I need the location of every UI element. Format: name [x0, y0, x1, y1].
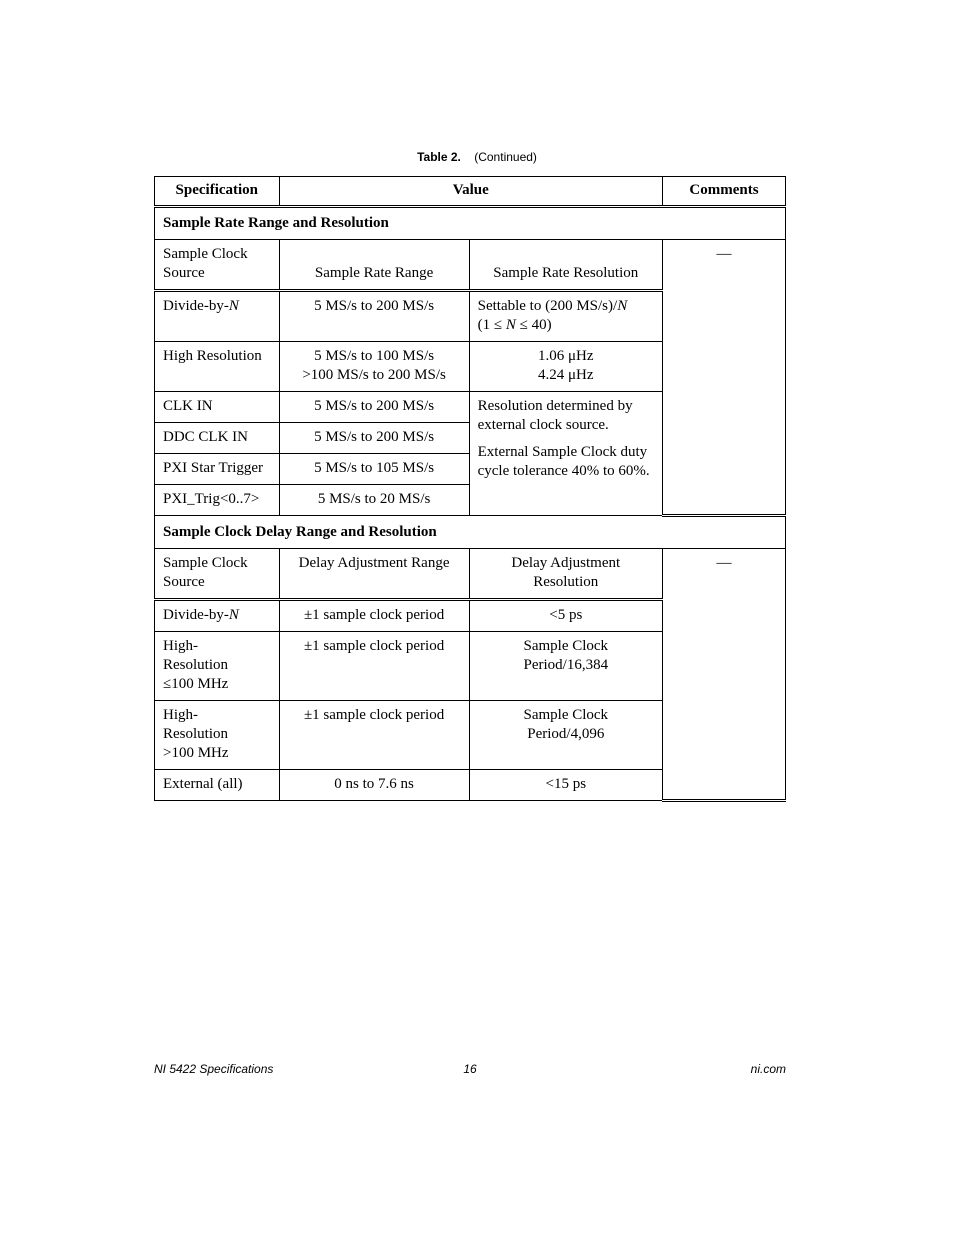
subheader-row: [155, 240, 786, 291]
resolution-cell: <5 ps: [469, 600, 662, 632]
range-line: 5 MS/s to 100 MS/s: [314, 348, 435, 364]
subheader-source: Sample Clock Source: [155, 549, 280, 600]
caption-text: (Continued): [474, 150, 537, 164]
source-cell: External (all): [155, 770, 280, 801]
subheader-resolution: Sample Rate Resolution: [469, 240, 662, 291]
source-text: Divide-by-: [163, 607, 229, 623]
resolution-line: Period/4,096: [527, 726, 605, 742]
source-variable: N: [228, 607, 239, 623]
footer-doc-title: NI 5422 Specifications: [154, 1062, 274, 1076]
subheader-source: Sample Clock Source: [155, 240, 280, 291]
resolution-cell: [469, 342, 662, 392]
resolution-line: 1.06 μHz: [538, 348, 594, 364]
source-cell: PXI Star Trigger: [155, 454, 280, 485]
resolution-line: Period/16,384: [523, 657, 609, 673]
resolution-text: Settable to (200 MS/s)/: [477, 298, 618, 314]
resolution-cell: [469, 632, 662, 701]
note-duty-cycle: External Sample Clock duty cycle tolerance 40% to 60%.: [477, 444, 650, 479]
header-comments: Comments: [662, 177, 785, 207]
range-cell: 5 MS/s to 200 MS/s: [279, 291, 469, 342]
comments-cell: —: [662, 549, 785, 801]
source-cell: CLK IN: [155, 392, 280, 423]
source-cell: [155, 600, 280, 632]
resolution-text: ≤ 40): [515, 317, 552, 333]
range-cell: [279, 342, 469, 392]
subheader-row: [155, 549, 786, 600]
source-cell: DDC CLK IN: [155, 423, 280, 454]
table-caption: [0, 150, 954, 164]
footer-page-number: 16: [463, 1062, 477, 1076]
source-text: Divide-by-: [163, 298, 229, 314]
subheader-resolution: Delay Adjustment Resolution: [469, 549, 662, 600]
section-title-sample-rate: Sample Rate Range and Resolution: [155, 207, 786, 240]
resolution-text: (1 ≤: [477, 317, 506, 333]
section-row: [155, 516, 786, 549]
range-cell: 5 MS/s to 200 MS/s: [279, 423, 469, 454]
range-cell: ±1 sample clock period: [279, 701, 469, 770]
range-cell: ±1 sample clock period: [279, 600, 469, 632]
external-clock-note: [469, 392, 662, 516]
range-line: >100 MS/s to 200 MS/s: [302, 367, 446, 383]
resolution-line: Sample Clock: [523, 707, 609, 723]
source-cell: PXI_Trig<0..7>: [155, 485, 280, 516]
source-line: ≤100 MHz: [163, 676, 229, 692]
resolution-variable: N: [505, 317, 516, 333]
section-row: [155, 207, 786, 240]
range-cell: 0 ns to 7.6 ns: [279, 770, 469, 801]
range-cell: 5 MS/s to 200 MS/s: [279, 392, 469, 423]
subheader-range: Sample Rate Range: [279, 240, 469, 291]
resolution-line: Sample Clock: [523, 638, 609, 654]
source-cell: [155, 291, 280, 342]
source-cell: [155, 632, 280, 701]
comments-cell: —: [662, 240, 785, 516]
source-line: High-: [163, 638, 198, 654]
source-line: >100 MHz: [163, 745, 229, 761]
resolution-cell: <15 ps: [469, 770, 662, 801]
header-value: Value: [279, 177, 662, 207]
range-cell: 5 MS/s to 105 MS/s: [279, 454, 469, 485]
resolution-line: 4.24 μHz: [538, 367, 594, 383]
source-variable: N: [228, 298, 239, 314]
source-cell: High Resolution: [155, 342, 280, 392]
section-title-delay: Sample Clock Delay Range and Resolution: [155, 516, 786, 549]
note-resolution: Resolution determined by external clock source.: [477, 398, 633, 433]
range-cell: 5 MS/s to 20 MS/s: [279, 485, 469, 516]
source-line: High-: [163, 707, 198, 723]
source-cell: [155, 701, 280, 770]
resolution-variable: N: [617, 298, 628, 314]
spec-table: [154, 176, 786, 802]
resolution-cell: [469, 291, 662, 342]
source-line: Resolution: [163, 657, 229, 673]
source-line: Resolution: [163, 726, 229, 742]
caption-label: Table 2.: [417, 150, 461, 164]
subheader-range: Delay Adjustment Range: [279, 549, 469, 600]
header-specification: Specification: [155, 177, 280, 207]
table-header-row: [155, 177, 786, 207]
footer-website: ni.com: [750, 1062, 786, 1076]
range-cell: ±1 sample clock period: [279, 632, 469, 701]
resolution-cell: [469, 701, 662, 770]
